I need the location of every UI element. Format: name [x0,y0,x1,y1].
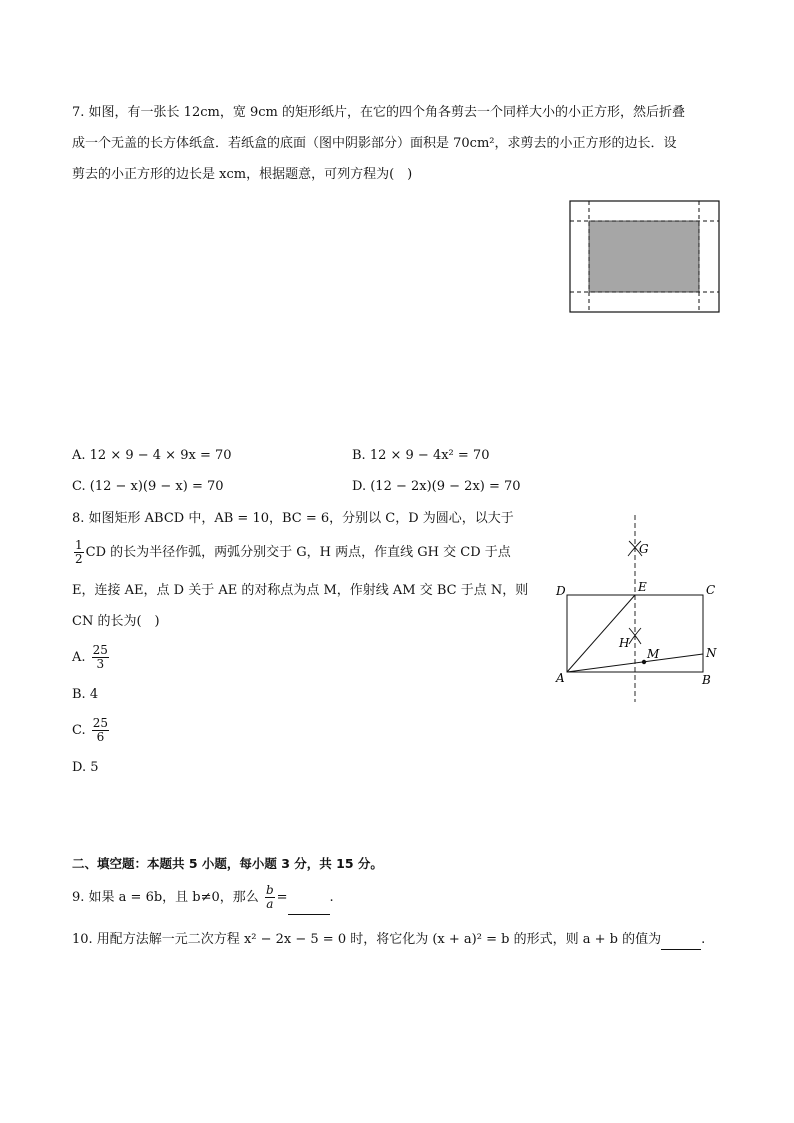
q9-answer-blank[interactable] [288,882,330,915]
q7-line-3: 剪去的小正方形的边长是 xcm，根据题意，可列方程为( ) [72,167,413,182]
q7-line-2: 成一个无盖的长方体纸盒．若纸盒的底面（图中阴影部分）面积是 70cm²，求剪去的小正方形的边长．设 [72,136,677,151]
q7-option-a: A. 12 × 9 − 4 × 9x = 70 [72,448,232,463]
label-e: E [638,580,647,594]
q7-option-d: D. (12 − 2x)(9 − 2x) = 70 [352,479,521,494]
shaded-base [589,221,699,292]
label-h: H [619,636,630,650]
q10-answer-blank[interactable] [661,931,701,950]
q9-fraction: $\frac{b}{a}$ [265,883,274,911]
q8-line-1: 8. 如图矩形 ABCD 中，AB = 10，BC = 6，分别以 C，D 为圆心，以大于 [72,511,514,526]
section-2-heading: 二、填空题：本题共 5 小题，每小题 3 分，共 15 分。 [72,856,383,871]
point-m [642,660,646,664]
q8-line-3: E，连接 AE，点 D 关于 AE 的对称点为点 M，作射线 AM 交 BC 于点 N，则 [72,583,529,598]
q8-line-2: $\frac{1}{2}$ CD 的长为半径作弧，两弧分别交于 G，H 两点，作直线 GH 交 CD 于点 [75,538,511,566]
label-d: D [556,584,566,598]
label-n: N [706,646,717,660]
label-g: G [639,542,649,556]
q8-option-b: B. 4 [72,687,99,702]
q9-line: 9. 如果 a = 6b，且 b≠0，那么 $\frac{b}{a}$ = . [72,882,334,915]
q8-option-a: A. $\frac{25}{3}$ [72,643,108,671]
label-m: M [647,647,660,661]
segment-ae [567,595,635,672]
q8-line-4: CN 的长为( ) [72,614,160,629]
q10-line: 10. 用配方法解一元二次方程 x² − 2x − 5 = 0 时，将它化为 (x + a)² = b 的形式，则 a + b 的值为 . [72,931,705,950]
label-c: C [706,583,716,597]
q7-figure [569,200,721,314]
q7-option-c: C. (12 − x)(9 − x) = 70 [72,479,224,494]
q8-option-c: C. $\frac{25}{6}$ [72,716,109,744]
q8-figure [550,510,730,710]
q8-half-fraction: $\frac{1}{2}$ [75,538,83,566]
q8-option-d: D. 5 [72,760,99,775]
label-b: B [702,673,711,687]
label-a: A [556,671,565,685]
q7-option-b: B. 12 × 9 − 4x² = 70 [352,448,490,463]
q7-line-1: 7. 如图，有一张长 12cm，宽 9cm 的矩形纸片，在它的四个角各剪去一个同样大小的小正方形，然后折叠 [72,105,685,120]
